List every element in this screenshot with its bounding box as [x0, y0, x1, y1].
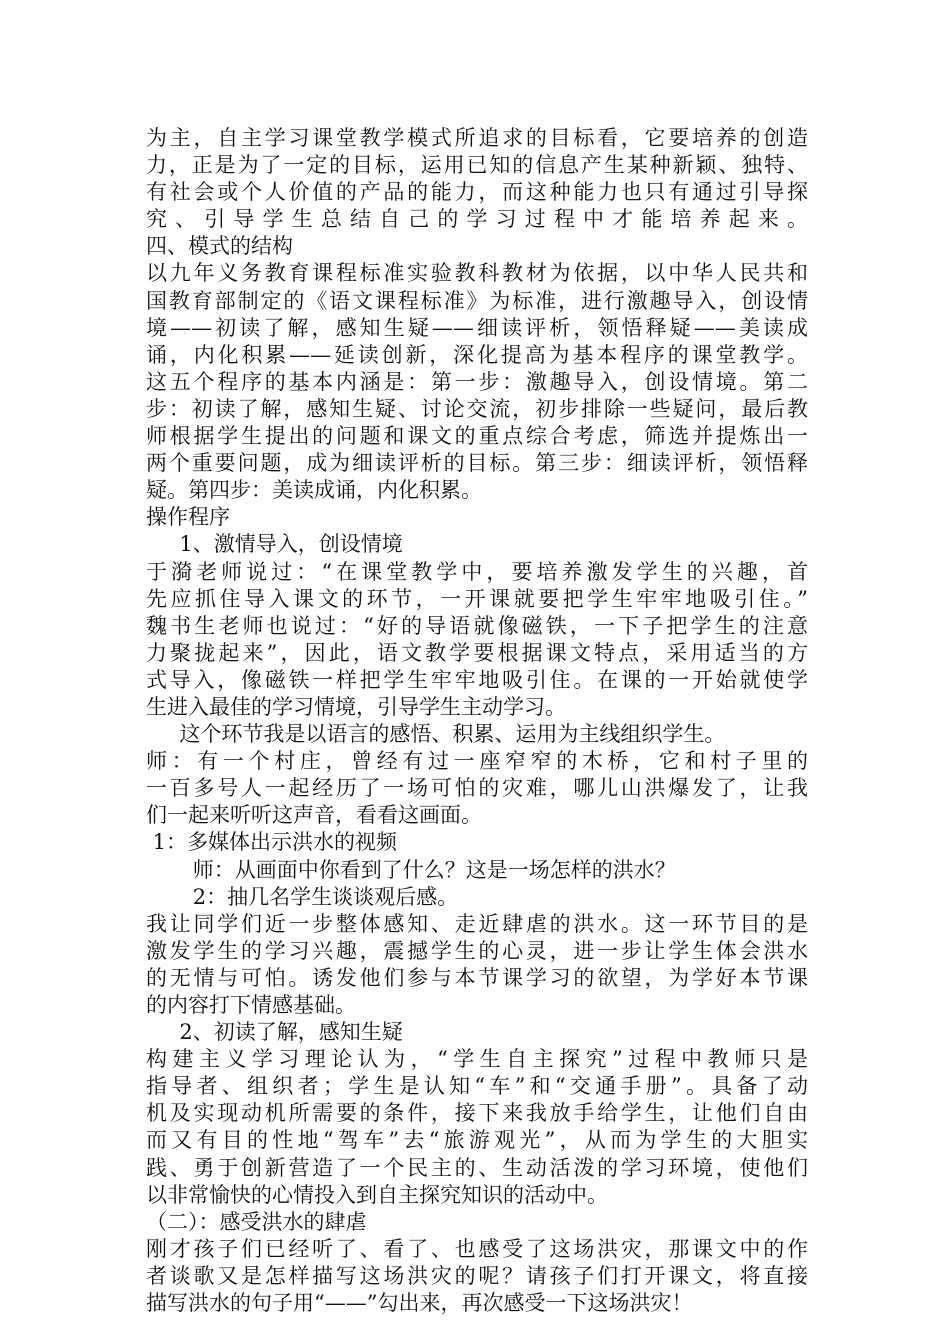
text-line: 者谈歌又是怎样描写这场洪灾的呢？请孩子们打开课文，将直接 — [146, 1263, 808, 1288]
text-line: 国教育部制定的《语文课程标准》为标准，进行激趣导入，创设情 — [146, 288, 808, 313]
text-line: 1：多媒体出示洪水的视频 — [146, 830, 398, 855]
text-line: 刚才孩子们已经听了、看了、也感受了这场洪灾，那课文中的作 — [146, 1236, 808, 1261]
text-line: 2：抽几名学生谈谈观后感。 — [146, 884, 459, 909]
text-line: 魏书生老师也说过：“好的导语就像磁铁，一下子把学生的注意 — [146, 613, 808, 638]
text-line: 指导者、组织者；学生是认知“车”和“交通手册”。具备了动 — [146, 1074, 808, 1099]
text-line: 以九年义务教育课程标准实验教科教材为依据，以中华人民共和 — [146, 261, 808, 286]
text-line: 究、引导学生总结自己的学习过程中才能培养起来。 — [146, 207, 808, 232]
text-line: （二）：感受洪水的肆虐 — [146, 1209, 367, 1234]
text-line: 两个重要问题，成为细读评析的目标。第三步：细读评析，领悟释 — [146, 451, 808, 476]
text-line: 这五个程序的基本内涵是：第一步：激趣导入，创设情境。第二 — [146, 369, 808, 394]
text-line: 师：从画面中你看到了什么？这是一场怎样的洪水？ — [146, 857, 676, 882]
text-line: 描写洪水的句子用“——”勾出来，再次感受一下这场洪灾！ — [146, 1291, 693, 1316]
text-line: 有社会或个人价值的产品的能力，而这种能力也只有通过引导探 — [146, 180, 808, 205]
text-line: 1、激情导入，创设情境 — [146, 532, 403, 557]
text-line: 机及实现动机所需要的条件，接下来我放手给学生，让他们自由 — [146, 1101, 808, 1126]
text-line: 力聚拢起来”，因此，语文教学要根据课文特点，采用适当的方 — [146, 640, 808, 665]
text-line: 以非常愉快的心情投入到自主探究知识的活动中。 — [146, 1182, 608, 1207]
text-line: 生进入最佳的学习情境，引导学生主动学习。 — [146, 694, 566, 719]
text-line: 步：初读了解，感知生疑、讨论交流，初步排除一些疑问，最后教 — [146, 396, 808, 421]
text-line: 的无情与可怕。诱发他们参与本节课学习的欲望，为学好本节课 — [146, 965, 808, 990]
text-line: 构建主义学习理论认为，“学生自主探究”过程中教师只是 — [146, 1047, 808, 1072]
text-line: 四、模式的结构 — [146, 234, 293, 259]
text-line: 诵，内化积累——延读创新，深化提高为基本程序的课堂教学。 — [146, 342, 808, 367]
text-line: 激发学生的学习兴趣，震撼学生的心灵，进一步让学生体会洪水 — [146, 938, 808, 963]
text-line: 师：有一个村庄，曾经有过一座窄窄的木桥，它和村子里的 — [146, 749, 808, 774]
text-line: 而又有目的性地“驾车”去“旅游观光”，从而为学生的大胆实 — [146, 1128, 808, 1153]
text-line: 我让同学们近一步整体感知、走近肆虐的洪水。这一环节目的是 — [146, 911, 808, 936]
text-line: 疑。第四步：美读成诵，内化积累。 — [146, 478, 482, 503]
text-line: 的内容打下情感基础。 — [146, 993, 356, 1017]
text-line: 先应抓住导入课文的环节，一开课就要把学生牢牢地吸引住。” — [146, 586, 808, 611]
text-line: 师根据学生提出的问题和课文的重点综合考虑，筛选并提炼出一 — [146, 424, 808, 449]
text-line: 为主，自主学习课堂教学模式所追求的目标看，它要培养的创造 — [146, 126, 808, 150]
text-line: 式导入，像磁铁一样把学生牢牢地吸引住。在课的一开始就使学 — [146, 667, 808, 692]
text-line: 2、初读了解，感知生疑 — [146, 1020, 403, 1045]
text-line: 这个环节我是以语言的感悟、积累、运用为主线组织学生。 — [146, 722, 726, 747]
text-line: 于漪老师说过：“在课堂教学中，要培养激发学生的兴趣，首 — [146, 559, 808, 584]
text-line: 力，正是为了一定的目标，运用已知的信息产生某种新颖、独特、 — [146, 153, 808, 178]
body-text — [146, 125, 808, 1317]
text-line: 践、勇于创新营造了一个民主的、生动活泼的学习环境，使他们 — [146, 1155, 808, 1180]
text-line: 一百多号人一起经历了一场可怕的灾难，哪儿山洪爆发了，让我 — [146, 776, 808, 801]
text-line: 境——初读了解，感知生疑——细读评析，领悟释疑——美读成 — [146, 315, 808, 340]
text-line: 操作程序 — [146, 505, 230, 530]
text-line: 们一起来听听这声音，看看这画面。 — [146, 803, 482, 828]
